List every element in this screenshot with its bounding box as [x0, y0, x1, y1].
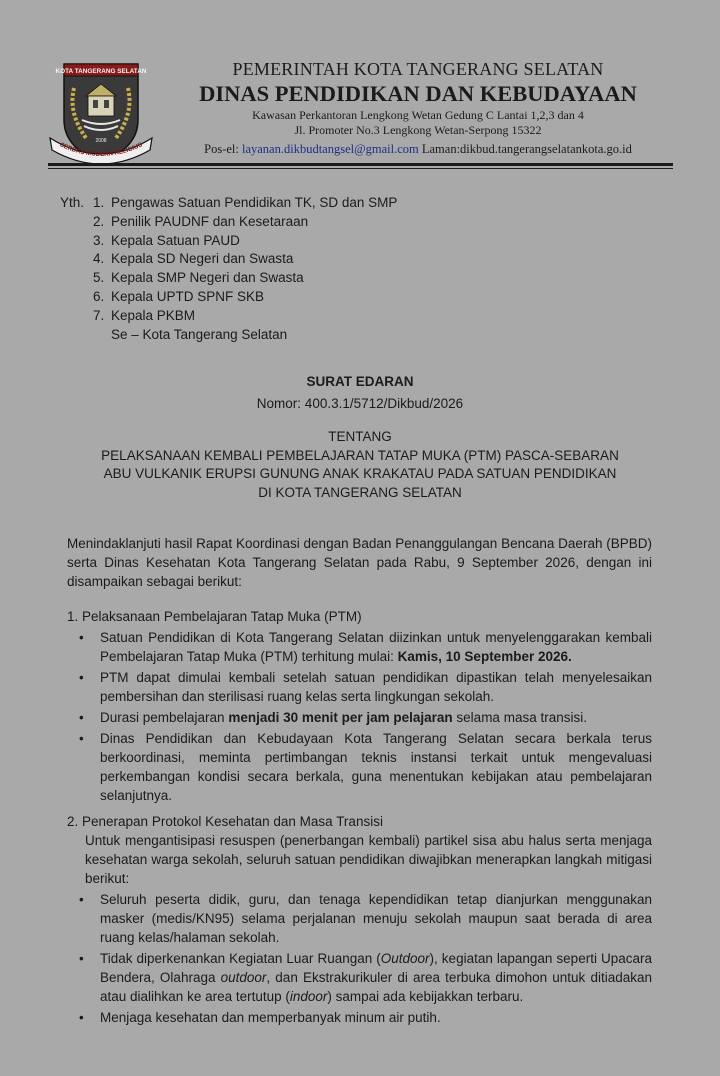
list-number: 3. [93, 232, 105, 248]
list-item: Kepala Satuan PAUD [111, 232, 240, 248]
letterhead [168, 58, 668, 158]
address-line-2: Jl. Promoter No.3 Lengkong Wetan-Serpong 15322 [294, 123, 542, 137]
bullet-text: ), kegiatan lapangan seperti Upacara Bendera, Olahraga [100, 951, 652, 985]
list-item: Penilik PAUDNF dan Kesetaraan [111, 213, 309, 229]
addressee-list [60, 194, 397, 344]
list-item [67, 949, 652, 1006]
subject-line-1: PELAKSANAAN KEMBALI PEMBELAJARAN TATAP MUKA (PTM) PASCA-SEBARAN [101, 447, 619, 463]
letterhead-rule-thin [48, 168, 673, 169]
bullet-text: ) sampai ada kebijakkan terbaru. [327, 989, 524, 1004]
bullet-italic-text: outdoor [220, 970, 267, 985]
bullet-italic-text: Outdoor [380, 951, 430, 966]
bullet-text: , dan Ekstrakurikuler di area terbuka dimohon untuk ditiadakan atau dialihkan ke area tertutup ( [100, 970, 652, 1004]
logo-year: 2008 [95, 138, 107, 144]
web-link[interactable]: dikbud.tangerangselatankota.go.id [460, 142, 632, 156]
addressee-closing: Se – Kota Tangerang Selatan [111, 326, 288, 342]
bullet-text: selama masa transisi. [452, 710, 587, 725]
list-number: 7. [93, 307, 105, 323]
list-item: • Menjaga kesehatan dan memperbanyak minum air putih. [67, 1008, 652, 1027]
bullet-text: Tidak diperkenankan Kegiatan Luar Ruangan ( [100, 951, 381, 966]
list-item: Kepala SMP Negeri dan Swasta [111, 270, 304, 286]
list-item: Kepala UPTD SPNF SKB [111, 288, 265, 304]
tentang-label: TENTANG [328, 429, 392, 444]
web-label: Laman: [421, 142, 461, 156]
bullet-bold-text: Kamis, 10 September 2026. [397, 649, 572, 664]
document-heading: SURAT EDARAN [306, 374, 414, 389]
intro-paragraph: Menindaklanjuti hasil Rapat Koordinasi dengan Badan Penanggulangan Bencana Daerah (BPBD) serta Dinas Kesehatan Kota Tangerang Selatan pada Rabu, 9 September 2026, dengan ini disampaikan sebagai berikut: [67, 536, 652, 589]
section-2 [67, 812, 652, 1027]
list-item: • PTM dapat dimulai kembali setelah satuan pendidikan dipastikan telah menyelesaikan pembersihan dan sterilisasi ruang kelas serta lingkungan sekolah. [67, 668, 652, 706]
email-link[interactable]: layanan.dikbudtangsel@gmail.com [241, 142, 419, 156]
list-item [67, 628, 652, 666]
letterhead-rule-thick [48, 163, 673, 166]
city-emblem-logo [46, 58, 156, 170]
document-subject [60, 428, 660, 502]
list-number: 1. [93, 195, 105, 210]
section-1-heading: 1. Pelaksanaan Pembelajaran Tatap Muka (PTM) [67, 609, 362, 624]
logo-top-text: KOTA TANGERANG SELATAN [55, 68, 147, 75]
list-number: 2. [93, 213, 105, 229]
list-item: Pengawas Satuan Pendidikan TK, SD dan SMP [111, 195, 398, 210]
list-number: 5. [93, 270, 105, 286]
email-label: Pos-el: [204, 142, 239, 156]
bullet-text: Durasi pembelajaran [100, 710, 229, 725]
list-number: 4. [93, 251, 105, 267]
contact-line [168, 141, 668, 158]
list-item: • Seluruh peserta didik, guru, dan tenaga kependidikan tetap dianjurkan menggunakan masker (medis/KN95) selama perjalanan menuju sekolah maupun saat berada di area ruang kelas/halaman sekolah. [67, 890, 652, 947]
list-item: • Dinas Pendidikan dan Kebudayaan Kota Tangerang Selatan secara berkala terus berkoordinasi, meminta pertimbangan teknis instansi terkait untuk mengevaluasi perkembangan kondisi secara berkala, guna menentukan kebijakan atau pembelajaran selanjutnya. [67, 729, 652, 805]
section-1 [67, 607, 652, 805]
section-2-intro: Untuk mengantisipasi resuspen (penerbangan kembali) partikel sisa abu halus serta menjaga kesehatan warga sekolah, seluruh satuan pendidikan diwajibkan menerapkan langkah mitigasi berikut: [85, 833, 652, 886]
bullet-italic-text: indoor [289, 989, 328, 1004]
addressee-label: Yth. [60, 195, 85, 210]
government-name: PEMERINTAH KOTA TANGERANG SELATAN [232, 59, 604, 79]
logo-ribbon-text: CERDAS MODERN RELIGIUS [58, 141, 144, 159]
list-item: Kepala SD Negeri dan Swasta [111, 251, 294, 267]
bullet-text: Satuan Pendidikan di Kota Tangerang Selatan diizinkan untuk menyelenggarakan kembali Pembelajaran Tatap Muka (PTM) terhitung mulai: [100, 630, 652, 664]
subject-line-2: ABU VULKANIK ERUPSI GUNUNG ANAK KRAKATAU PADA SATUAN PENDIDIKAN [103, 466, 617, 481]
list-item [67, 708, 652, 727]
section-2-heading: 2. Penerapan Protokol Kesehatan dan Masa Transisi [67, 814, 383, 829]
agency-name: DINAS PENDIDIKAN DAN KEBUDAYAAN [199, 81, 637, 106]
document-number: Nomor: 400.3.1/5712/Dikbud/2026 [256, 396, 464, 411]
address-line-1: Kawasan Perkantoran Lengkong Wetan Gedung C Lantai 1,2,3 dan 4 [252, 108, 584, 122]
list-item: Kepala PKBM [111, 307, 196, 323]
subject-line-3: DI KOTA TANGERANG SELATAN [258, 484, 462, 500]
list-number: 6. [93, 288, 105, 304]
bullet-bold-text: menjadi 30 menit per jam pelajaran [228, 710, 453, 725]
